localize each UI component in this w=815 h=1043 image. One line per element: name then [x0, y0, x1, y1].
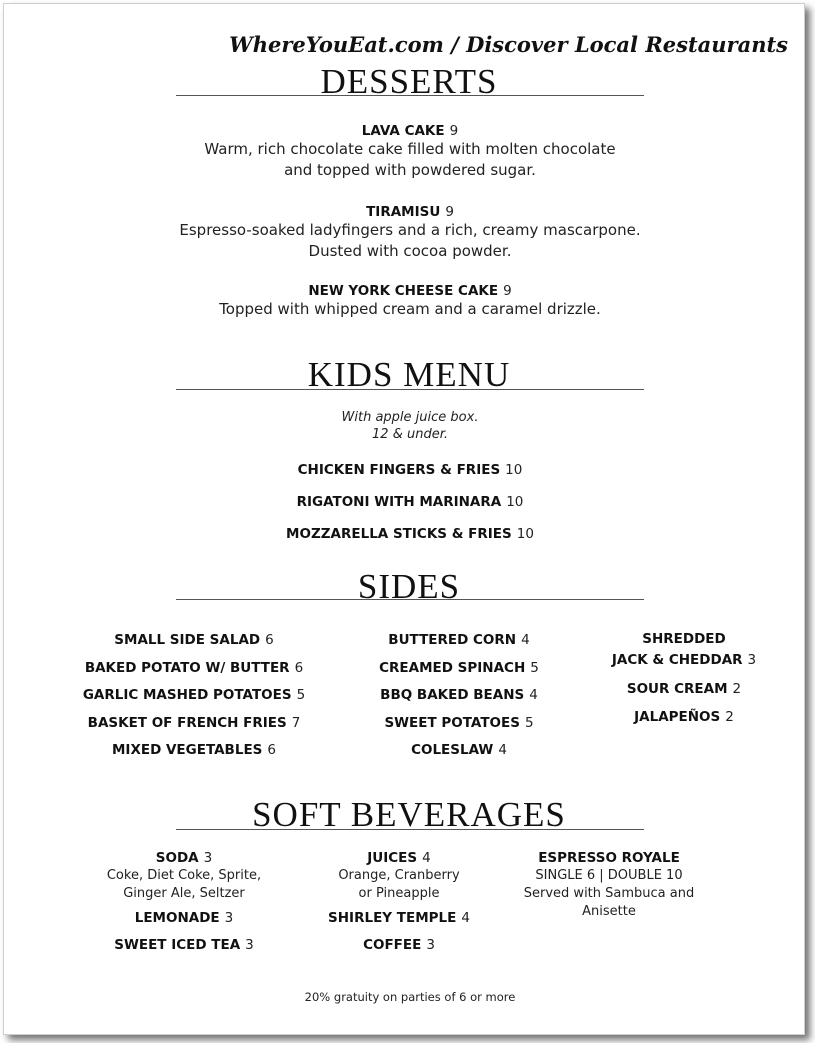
item-price: 4: [422, 850, 431, 866]
item-name: MIXED VEGETABLES: [111, 742, 263, 758]
item-price: 5: [524, 714, 534, 731]
item-name: TIRAMISU: [366, 204, 441, 220]
item-price: 10: [506, 494, 524, 510]
kids-note-line: With apple juice box.: [341, 410, 479, 425]
beverages-column-2: [299, 848, 499, 957]
item-name: COFFEE: [363, 937, 422, 953]
item-description: Orange, Cranberry: [338, 868, 460, 883]
item-price: 3: [747, 652, 757, 668]
side-item: [354, 712, 564, 740]
beverages-column-3: [509, 848, 709, 921]
kids-item: [104, 491, 716, 510]
section-title-sides: SIDES: [357, 567, 461, 606]
item-price: 3: [203, 850, 213, 866]
item-name: ESPRESSO ROYALE: [538, 850, 680, 866]
beverage-item: [299, 930, 499, 957]
section-title-desserts: DESSERTS: [320, 62, 498, 101]
item-price: 10: [505, 462, 523, 478]
item-name: BUTTERED CORN: [388, 632, 517, 648]
side-item: [354, 657, 564, 685]
section-divider: [176, 829, 644, 830]
dessert-item: [104, 201, 716, 262]
item-name: NEW YORK CHEESE CAKE: [308, 283, 499, 299]
side-item: [64, 712, 324, 740]
kids-note-line: 12 & under.: [372, 427, 448, 442]
item-description: Dusted with cocoa powder.: [308, 242, 512, 260]
beverage-item: [299, 903, 499, 930]
side-item: [354, 739, 564, 767]
item-price: 4: [521, 632, 530, 648]
kids-note: [104, 409, 716, 443]
item-name: GARLIC MASHED POTATOES: [82, 687, 292, 703]
item-name: SWEET POTATOES: [384, 714, 520, 731]
kids-item: [104, 459, 716, 478]
item-name: SHREDDED: [642, 631, 726, 647]
item-description: and topped with powdered sugar.: [284, 161, 536, 179]
item-description: Ginger Ale, Seltzer: [123, 886, 245, 901]
item-price: 3: [426, 937, 435, 953]
item-price: 5: [296, 687, 306, 703]
site-header: WhereYouEat.com / Discover Local Restaurants: [229, 32, 788, 57]
side-item: [64, 657, 324, 685]
section-title-soft-beverages: SOFT BEVERAGES: [252, 795, 566, 834]
side-item: [354, 684, 564, 712]
item-price: 4: [461, 910, 470, 926]
side-item: [64, 739, 324, 767]
item-name: LEMONADE: [134, 910, 220, 926]
kids-item: [104, 523, 716, 542]
item-price: 3: [245, 937, 254, 953]
item-name: SHIRLEY TEMPLE: [328, 910, 457, 926]
beverage-item: [84, 903, 284, 930]
item-price: 9: [503, 283, 512, 299]
dessert-item: [104, 120, 716, 181]
dessert-item: [104, 280, 716, 320]
item-name: SMALL SIDE SALAD: [114, 632, 261, 648]
sides-column-3: [589, 629, 779, 733]
section-divider: [176, 389, 644, 390]
item-name: SOUR CREAM: [626, 681, 728, 697]
sides-column-2: [354, 629, 564, 767]
item-description: Topped with whipped cream and a caramel drizzle.: [219, 300, 601, 318]
menu-page: [3, 3, 805, 1035]
item-description: Espresso-soaked ladyfingers and a rich, creamy mascarpone.: [179, 221, 641, 239]
item-price: 4: [498, 742, 507, 758]
side-item: [589, 706, 779, 734]
beverage-item: [509, 848, 709, 867]
item-price: 6: [294, 659, 304, 676]
item-price: 3: [224, 910, 234, 926]
section-title-kids-menu: KIDS MENU: [307, 355, 511, 394]
item-name: JACK & CHEDDAR: [611, 652, 743, 668]
item-price: 6: [265, 632, 274, 648]
item-name: SODA: [155, 850, 199, 866]
beverage-item: [299, 848, 499, 867]
item-price: 9: [449, 123, 459, 139]
item-name: JALAPEÑOS: [634, 708, 721, 725]
section-divider: [176, 95, 644, 96]
side-item: [354, 629, 564, 657]
item-price: 5: [530, 659, 539, 676]
item-description: SINGLE 6 | DOUBLE 10: [535, 868, 683, 883]
item-name: BBQ BAKED BEANS: [380, 687, 525, 703]
item-name: CHICKEN FINGERS & FRIES: [297, 462, 501, 478]
item-price: 10: [516, 526, 534, 542]
item-name: JUICES: [367, 850, 418, 866]
side-item: [64, 684, 324, 712]
item-price: 6: [267, 742, 276, 758]
item-description: or Pineapple: [358, 886, 440, 901]
item-name: CREAMED SPINACH: [379, 659, 526, 676]
item-name: MOZZARELLA STICKS & FRIES: [286, 526, 512, 542]
sides-column-1: [64, 629, 324, 767]
beverages-column-1: [84, 848, 284, 957]
item-description: Served with Sambuca and: [523, 886, 695, 901]
item-name: BAKED POTATO W/ BUTTER: [84, 659, 290, 676]
beverage-item: [84, 930, 284, 957]
item-name: BASKET OF FRENCH FRIES: [87, 714, 287, 731]
item-name: SWEET ICED TEA: [114, 937, 241, 953]
item-name: COLESLAW: [411, 742, 494, 758]
side-item: [64, 629, 324, 657]
item-description: Warm, rich chocolate cake filled with molten chocolate: [204, 140, 616, 158]
side-item: [589, 629, 779, 670]
item-name: RIGATONI WITH MARINARA: [296, 494, 502, 510]
section-divider: [176, 599, 644, 600]
gratuity-note: 20% gratuity on parties of 6 or more: [304, 990, 516, 1004]
item-price: 2: [725, 708, 734, 725]
side-item: [589, 678, 779, 706]
item-price: 9: [445, 204, 454, 220]
item-name: LAVA CAKE: [361, 123, 445, 139]
item-description: Coke, Diet Coke, Sprite,: [106, 868, 262, 883]
item-price: 7: [291, 714, 301, 731]
item-price: 2: [732, 681, 742, 697]
beverage-item: [84, 848, 284, 867]
item-description: Anisette: [582, 904, 636, 919]
item-price: 4: [529, 687, 538, 703]
